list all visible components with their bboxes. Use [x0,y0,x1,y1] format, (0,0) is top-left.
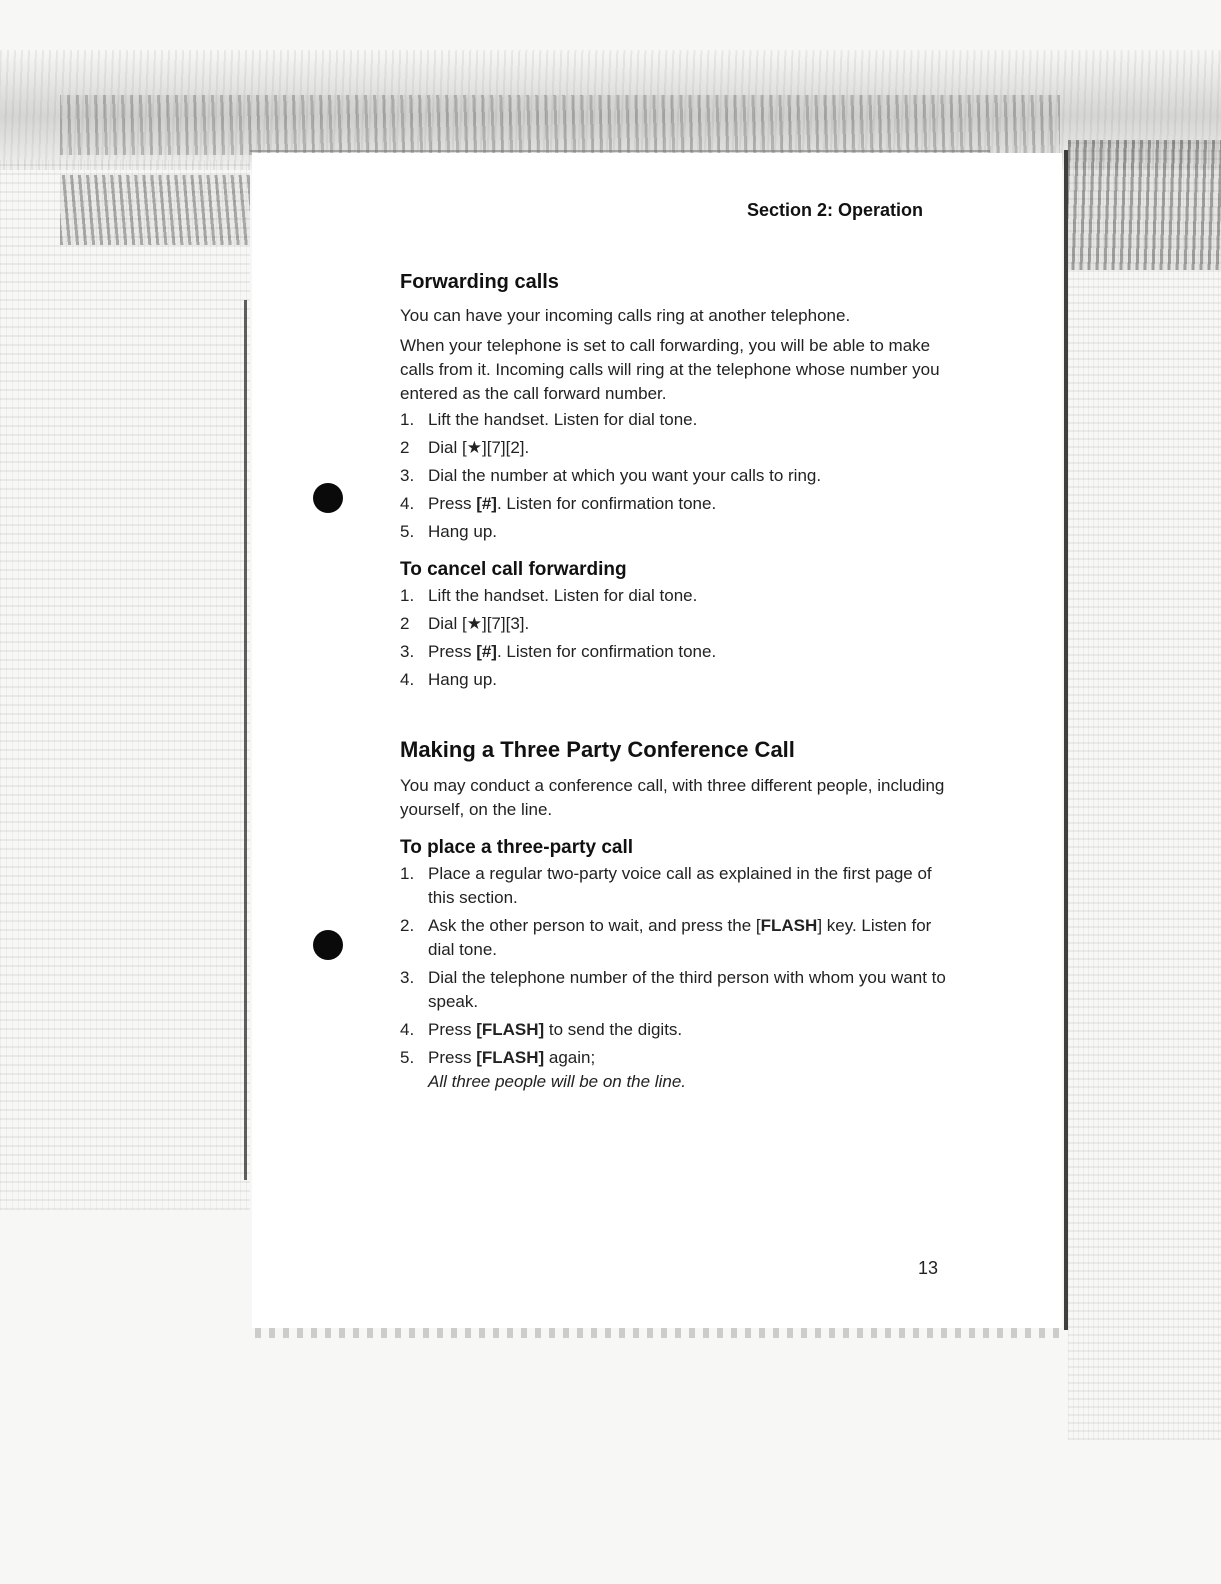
binder-hole-bottom [313,930,343,960]
list-item: 3. Press [#]. Listen for confirmation tone. [400,642,717,661]
scan-noise-left [0,160,250,1210]
key-label: [FLASH] [476,1020,545,1039]
cancel-title: To cancel call forwarding [400,559,627,580]
binder-hole-top [313,483,343,513]
conference-subtitle: To place a three-party call [400,837,634,858]
list-item: 2. Ask the other person to wait, and press the [FLASH] key. Listen for dial tone. [400,916,932,959]
list-item: 1. Place a regular two-party voice call as explained in the first page of this section. [400,864,932,907]
scan-noise-right [1068,140,1221,1440]
forwarding-intro-1: You can have your incoming calls ring at another telephone. [400,306,851,325]
scan-shadow-right [1068,140,1221,270]
scan-shadow-top [60,95,1060,155]
list-item: 5. Press [FLASH] again; All three people will be on the line. [400,1046,960,1094]
conference-steps [400,862,960,1094]
key-label: FLASH [760,916,818,935]
scan-noise-bottom [255,1328,1065,1338]
page-edge-top [250,150,990,152]
key-label: [FLASH] [476,1048,545,1067]
list-item: 4. Hang up. [400,670,497,689]
page-edge-right [1064,150,1068,1330]
list-item: 1. Lift the handset. Listen for dial tone. [400,410,698,429]
scan-shadow-left [60,175,250,245]
conference-title: Making a Three Party Conference Call [400,737,795,762]
list-item: 4. Press [#]. Listen for confirmation tone. [400,494,717,513]
list-item: 3. Dial the number at which you want your calls to ring. [400,466,822,485]
key-label: [#] [476,494,497,513]
cancel-steps [400,584,960,692]
key-label: [#] [476,642,497,661]
page-edge-left [244,300,247,1180]
forwarding-intro-2: When your telephone is set to call forwarding, you will be able to make calls from it. Incoming calls will ring at the telephone whose number you entered as the call forward number. [400,336,940,403]
list-item: 2 Dial [★][7][3]. [400,614,530,633]
page-content [400,270,960,1098]
section-header: Section 2: Operation [747,200,924,220]
list-item: 4. Press [FLASH] to send the digits. [400,1020,683,1039]
conference-intro: You may conduct a conference call, with three different people, including yourself, on the line. [400,776,945,819]
forwarding-steps [400,408,960,544]
list-item: 5. Hang up. [400,522,497,541]
list-item: 3. Dial the telephone number of the third person with whom you want to speak. [400,968,946,1011]
list-item: 1. Lift the handset. Listen for dial tone. [400,586,698,605]
forwarding-title: Forwarding calls [400,271,559,293]
step-note: All three people will be on the line. [428,1072,686,1091]
page-number: 13 [918,1258,939,1278]
list-item: 2 Dial [★][7][2]. [400,438,530,457]
